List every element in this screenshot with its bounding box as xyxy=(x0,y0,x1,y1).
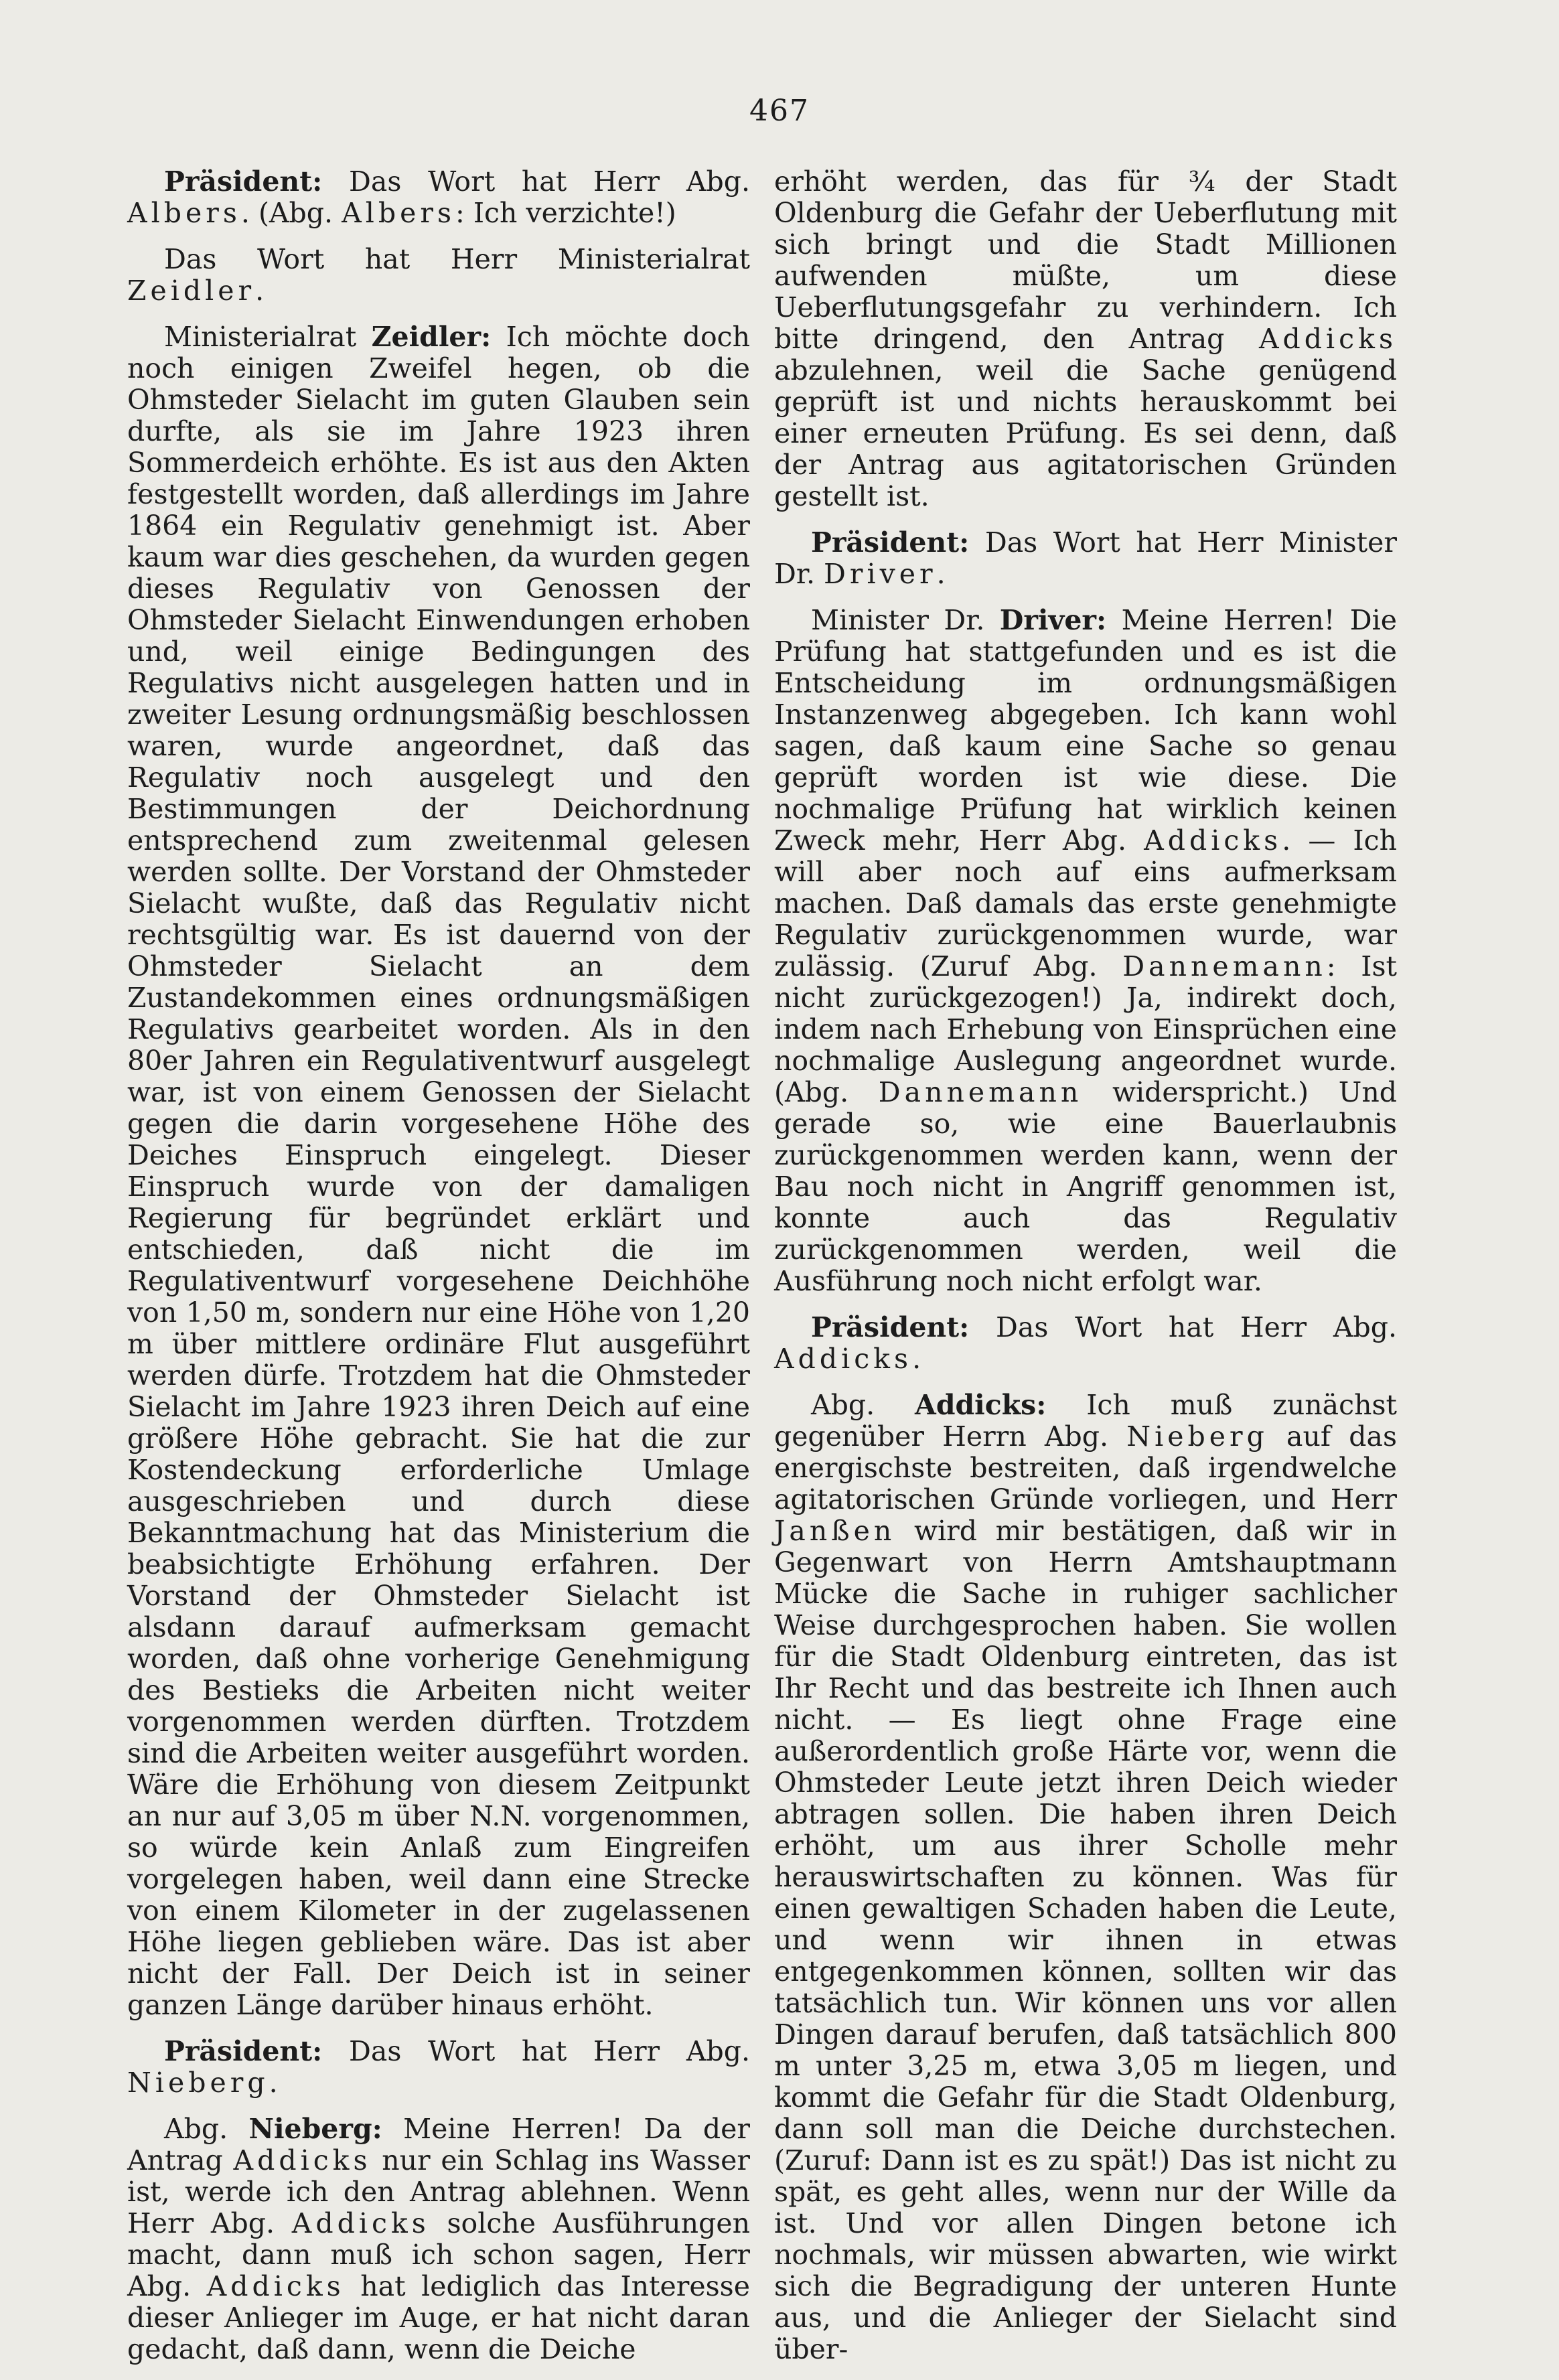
paragraph-l1: Präsident: Das Wort hat Herr Abg. Albers. (Abg. Albers: Ich verzichte!) xyxy=(127,165,750,229)
paragraph-r2: Präsident: Das Wort hat Herr Minister Dr. Driver. xyxy=(774,526,1397,590)
paragraph-r3: Minister Dr. Driver: Meine Herren! Die Prüfung hat stattgefunden und es ist die Entscheidung im ordnungsmäßigen Instanzenweg abgegeben. Ich kann wohl sagen, daß kaum eine Sache so genau geprüft worden ist wie diese. Die nochmalige Prüfung hat wirklich keinen Zweck mehr, Herr Abg. Addicks. — Ich will aber noch auf eins aufmerksam machen. Daß damals das erste genehmigte Regulativ zurückgenommen wurde, war zulässig. (Zuruf Abg. Dannemann: Ist nicht zurückgezogen!) Ja, indirekt doch, indem nach Erhebung von Einsprüchen eine nochmalige Auslegung angeordnet wurde. (Abg. Dannemann widerspricht.) Und gerade so, wie eine Bauerlaubnis zurückgenommen werden kann, wenn der Bau noch nicht in Angriff genommen ist, konnte auch das Regulativ zurückgenommen werden, weil die Ausführung noch nicht erfolgt war. xyxy=(774,604,1398,1297)
paragraph-l2: Das Wort hat Herr Ministerialrat Zeidler. xyxy=(127,243,750,307)
paragraph-l5: Abg. Nieberg: Meine Herren! Da der Antrag Addicks nur ein Schlag ins Wasser ist, werde ich den Antrag ablehnen. Wenn Herr Abg. Addicks solche Ausführungen macht, dann muß ich schon sagen, Herr Abg. Addicks hat lediglich das Interesse dieser Anlieger im Auge, er hat nicht daran gedacht, daß dann, wenn die Deiche xyxy=(127,2113,751,2365)
paragraph-r5: Abg. Addicks: Ich muß zunächst gegenüber Herrn Abg. Nieberg auf das energischste bestreiten, daß irgendwelche agitatorischen Gründe vorliegen, und Herr Janßen wird mir bestätigen, daß wir in Gegenwart von Herrn Amtshauptmann Mücke die Sache in ruhiger sachlicher Weise durchgesprochen haben. Sie wollen für die Stadt Oldenburg eintreten, das ist Ihr Recht und das bestreite ich Ihnen auch nicht. — Es liegt ohne Frage eine außerordentlich große Härte vor, wenn die Ohmsteder Leute jetzt ihren Deich wieder abtragen sollen. Die haben ihren Deich erhöht, um aus ihrer Scholle mehr herauswirtschaften zu können. Was für einen gewaltigen Schaden haben die Leute, und wenn wir ihnen in etwas entgegenkommen können, sollten wir das tatsächlich tun. Wir können uns vor allen Dingen darauf berufen, daß tatsächlich 800 m unter 3,25 m, etwa 3,05 m liegen, und kommt die Gefahr für die Stadt Oldenburg, dann soll man die Deiche durchstechen. (Zuruf: Dann ist es zu spät!) Das ist nicht zu spät, es geht alles, wenn nur der Wille da ist. Und vor allen Dingen betone ich nochmals, wir müssen abwarten, wie wirkt sich die Begradigung der unteren Hunte aus, und die Anlieger der Sielacht sind über- xyxy=(774,1389,1398,2365)
paragraph-r4: Präsident: Das Wort hat Herr Abg. Addicks. xyxy=(774,1311,1397,1375)
paragraph-l4: Präsident: Das Wort hat Herr Abg. Nieberg. xyxy=(127,2035,750,2099)
page-number: 467 xyxy=(749,94,810,128)
left-column xyxy=(127,166,750,2380)
paragraph-l3: Ministerialrat Zeidler: Ich möchte doch noch einigen Zweifel hegen, ob die Ohmsteder Sielacht im guten Glauben sein durfte, als sie im Jahre 1923 ihren Sommerdeich erhöhte. Es ist aus den Akten festgestellt worden, daß allerdings im Jahre 1864 ein Regulativ genehmigt ist. Aber kaum war dies geschehen, da wurden gegen dieses Regulativ von Genossen der Ohmsteder Sielacht Einwendungen erhoben und, weil einige Bedingungen des Regulativs nicht ausgelegen hatten und in zweiter Lesung ordnungsmäßig beschlossen waren, wurde angeordnet, daß das Regulativ noch ausgelegt und den Bestimmungen der Deichordnung entsprechend zum zweitenmal gelesen werden sollte. Der Vorstand der Ohmsteder Sielacht wußte, daß das Regulativ nicht rechtsgültig war. Es ist dauernd von der Ohmsteder Sielacht an dem Zustandekommen eines ordnungsmäßigen Regulativs gearbeitet worden. Als in den 80er Jahren ein Regulativentwurf ausgelegt war, ist von einem Genossen der Sielacht gegen die darin vorgesehene Höhe des Deiches Einspruch eingelegt. Dieser Einspruch wurde von der damaligen Regierung für begründet erklärt und entschieden, daß nicht die im Regulativentwurf vorgesehene Deichhöhe von 1,50 m, sondern nur eine Höhe von 1,20 m über mittlere ordinäre Flut ausgeführt werden dürfe. Trotzdem hat die Ohmsteder Sielacht im Jahre 1923 ihren Deich auf eine größere Höhe gebracht. Sie hat die zur Kostendeckung erforderliche Umlage ausgeschrieben und durch diese Bekanntmachung hat das Ministerium die beabsichtigte Erhöhung erfahren. Der Vorstand der Ohmsteder Sielacht ist alsdann darauf aufmerksam gemacht worden, daß ohne vorherige Genehmigung des Bestieks die Arbeiten nicht weiter vorgenommen werden dürften. Trotzdem sind die Arbeiten weiter ausgeführt worden. Wäre die Erhöhung von diesem Zeitpunkt an nur auf 3,05 m über N.N. vorgenommen, so würde kein Anlaß zum Eingreifen vorgelegen haben, weil dann eine Strecke von einem Kilometer in der zugelassenen Höhe liegen geblieben wäre. Das ist aber nicht der Fall. Der Deich ist in seiner ganzen Länge darüber hinaus erhöht. xyxy=(127,321,750,2021)
right-column xyxy=(774,166,1397,2380)
paragraph-r1: erhöht werden, das für ¾ der Stadt Oldenburg die Gefahr der Ueberflutung mit sich bringt und die Stadt Millionen aufwenden müßte, um diese Ueberflutungsgefahr zu verhindern. Ich bitte dringend, den Antrag Addicks abzulehnen, weil die Sache genügend geprüft ist und nichts herauskommt bei einer erneuten Prüfung. Es sei denn, daß der Antrag aus agitatorischen Gründen gestellt ist. xyxy=(774,165,1397,512)
